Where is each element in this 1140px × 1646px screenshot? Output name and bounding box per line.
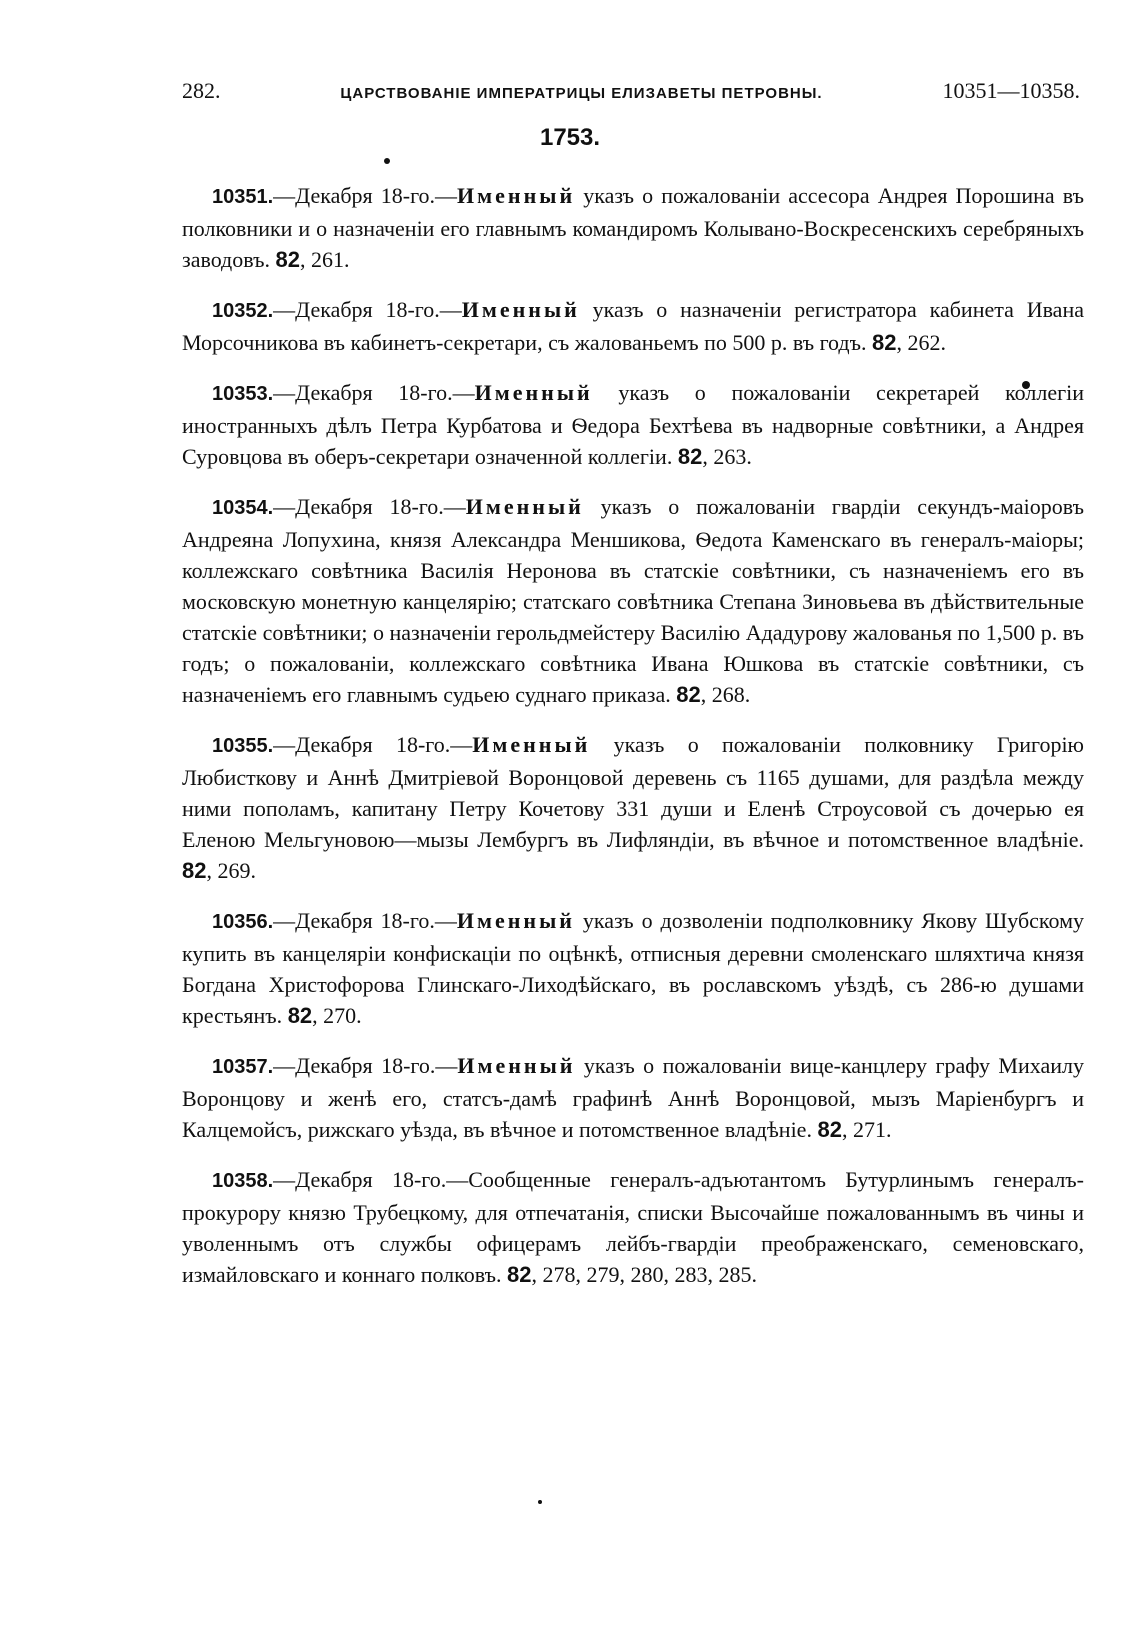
entry-date: —Декабря 18-го.— (273, 380, 475, 405)
volume-ref: 82 (677, 444, 703, 469)
running-title: ЦАРСТВОВАНІЕ ИМПЕРАТРИЦЫ ЕЛИЗАВЕТЫ ПЕТРОВНЫ. (340, 85, 823, 102)
page-ref: , 262. (896, 330, 946, 355)
entry-date: —Декабря 18-го.— (273, 494, 466, 519)
entry-10358 (182, 1164, 1084, 1290)
entry-text: указъ о пожалованіи гвардіи секундъ-маіоровъ Андреяна Лопухина, князя Александра Меншикова, Ѳедота Каменскаго въ генералъ-маіоры; коллежскаго совѣтника Василія Неронова въ статскіе совѣтники, съ назначеніемъ его въ московскую монетную канцелярію; статскаго совѣтника Степана Зиновьева въ дѣйствительные статскіе совѣтники; о назначеніи герольдмейстеру Василію Ададурову жалованья по 1,500 р. въ годъ; о пожалованіи, коллежскаго совѣтника Ивана Юшкова въ статскіе совѣтники, съ назначеніемъ его главнымъ судьею суднаго приказа. (182, 494, 1084, 707)
entry-kind: Именный (457, 183, 576, 208)
volume-ref: 82 (676, 682, 701, 707)
entry-text: указъ о пожалованіи ассесора Андрея Порошина въ полковники и о назначеніи его главнымъ командиромъ Колывано-Воскресенскихъ серебряныхъ заводовъ. (182, 183, 1084, 272)
entry-date: —Декабря 18-го.— (273, 1053, 458, 1078)
ink-speck (538, 1500, 542, 1504)
entry-kind: Именный (472, 732, 591, 757)
entry-text: указъ о дозволеніи подполковнику Якову Шубскому купить въ канцеляріи конфискаціи по оцѣнкѣ, отписныя деревни смоленскаго шляхтича князя Богдана Христофорова Глинскаго-Лиходѣйскаго, въ рославскомъ уѣздѣ, съ 286-ю душами крестьянъ. (182, 908, 1084, 1028)
volume-ref: 82 (275, 247, 300, 272)
entry-date: —Декабря 18-го.— (273, 908, 457, 933)
entry-10356 (182, 905, 1084, 1031)
entry-date: —Декабря 18-го.— (273, 297, 462, 322)
entry-number: 10351. (212, 186, 274, 208)
page-ref: , 263. (702, 444, 752, 469)
entries-list (182, 180, 1084, 1309)
entry-number: 10353. (212, 383, 274, 405)
page-ref: , 270. (312, 1003, 362, 1028)
entry-date: —Декабря 18-го.— (273, 183, 458, 208)
entry-number: 10356. (212, 911, 274, 933)
entry-kind: Именный (465, 494, 584, 519)
entry-text: указъ о назначеніи регистратора кабинета Ивана Морсочникова въ кабинетъ-секретари, съ жалованьемъ по 500 р. въ годъ. (182, 297, 1084, 355)
entry-text: указъ о пожалованіи вице-канцлеру графу Михаилу Воронцову и женѣ его, статсъ-дамѣ графинѣ Аннѣ Воронцовой, мызъ Маріенбургъ и Калцемойсъ, рижскаго уѣзда, въ вѣчное и потомственное владѣніе. (182, 1053, 1084, 1142)
page-ref: , 269. (206, 858, 256, 883)
entry-number: 10355. (212, 735, 274, 757)
entry-kind: Именный (457, 1053, 576, 1078)
page-number: 282. (182, 78, 221, 103)
entry-10355 (182, 729, 1084, 886)
entry-10353 (182, 377, 1084, 472)
entry-range: 10351—10358. (942, 78, 1080, 103)
year-heading: 1753. (539, 124, 601, 151)
volume-ref: 82 (872, 330, 897, 355)
entry-number: 10354. (212, 497, 274, 519)
entry-number: 10357. (212, 1056, 274, 1078)
entry-10352 (182, 294, 1084, 358)
entry-text: Сообщенные генералъ-адъютантомъ Бутурлинымъ генералъ-прокурору князю Трубецкому, для отпечатанія, списки Высочайше пожалованнымъ въ чины и уволеннымъ отъ службы офицерамъ лейбъ-гвардіи преображенскаго, семеновскаго, измайловскаго и коннаго полковъ. (182, 1167, 1084, 1287)
entry-kind: Именный (461, 297, 580, 322)
entry-date: —Декабря 18-го.— (273, 1167, 469, 1192)
entry-number: 10358. (212, 1170, 274, 1192)
volume-ref: 82 (506, 1262, 532, 1287)
entry-10354 (182, 491, 1084, 710)
entry-number: 10352. (212, 300, 274, 322)
page-ref: , 271. (841, 1117, 892, 1142)
entry-kind: Именный (474, 380, 593, 405)
entry-10357 (182, 1050, 1084, 1145)
volume-ref: 82 (817, 1117, 842, 1142)
volume-ref: 82 (287, 1003, 313, 1028)
volume-ref: 82 (182, 858, 207, 883)
page-ref: , 261. (299, 247, 350, 272)
entry-text: указъ о пожалованіи полковнику Григорію Любисткову и Аннѣ Дмитріевой Воронцовой деревень съ 1165 душами, для раздѣла между ними пополамъ, капитану Петру Кочетову 331 души и Еленѣ Строусовой съ дочерью ея Еленою Мельгуновою—мызы Лембургъ въ Лифляндіи, въ вѣчное и потомственное владѣніе. (182, 732, 1084, 852)
page-ref: , 268. (700, 682, 751, 707)
running-head (182, 78, 1080, 112)
ink-speck (384, 158, 390, 164)
entry-10351 (182, 180, 1084, 275)
entry-date: —Декабря 18-го.— (273, 732, 473, 757)
entry-kind: Именный (456, 908, 575, 933)
entry-text: указъ о пожалованіи секретарей коллегіи иностранныхъ дѣлъ Петра Курбатова и Ѳедора Бехтѣева въ надворные совѣтники, а Андрея Суровцова въ оберъ-секретари означенной коллегіи. (182, 380, 1084, 469)
page-ref: , 278, 279, 280, 283, 285. (531, 1262, 757, 1287)
